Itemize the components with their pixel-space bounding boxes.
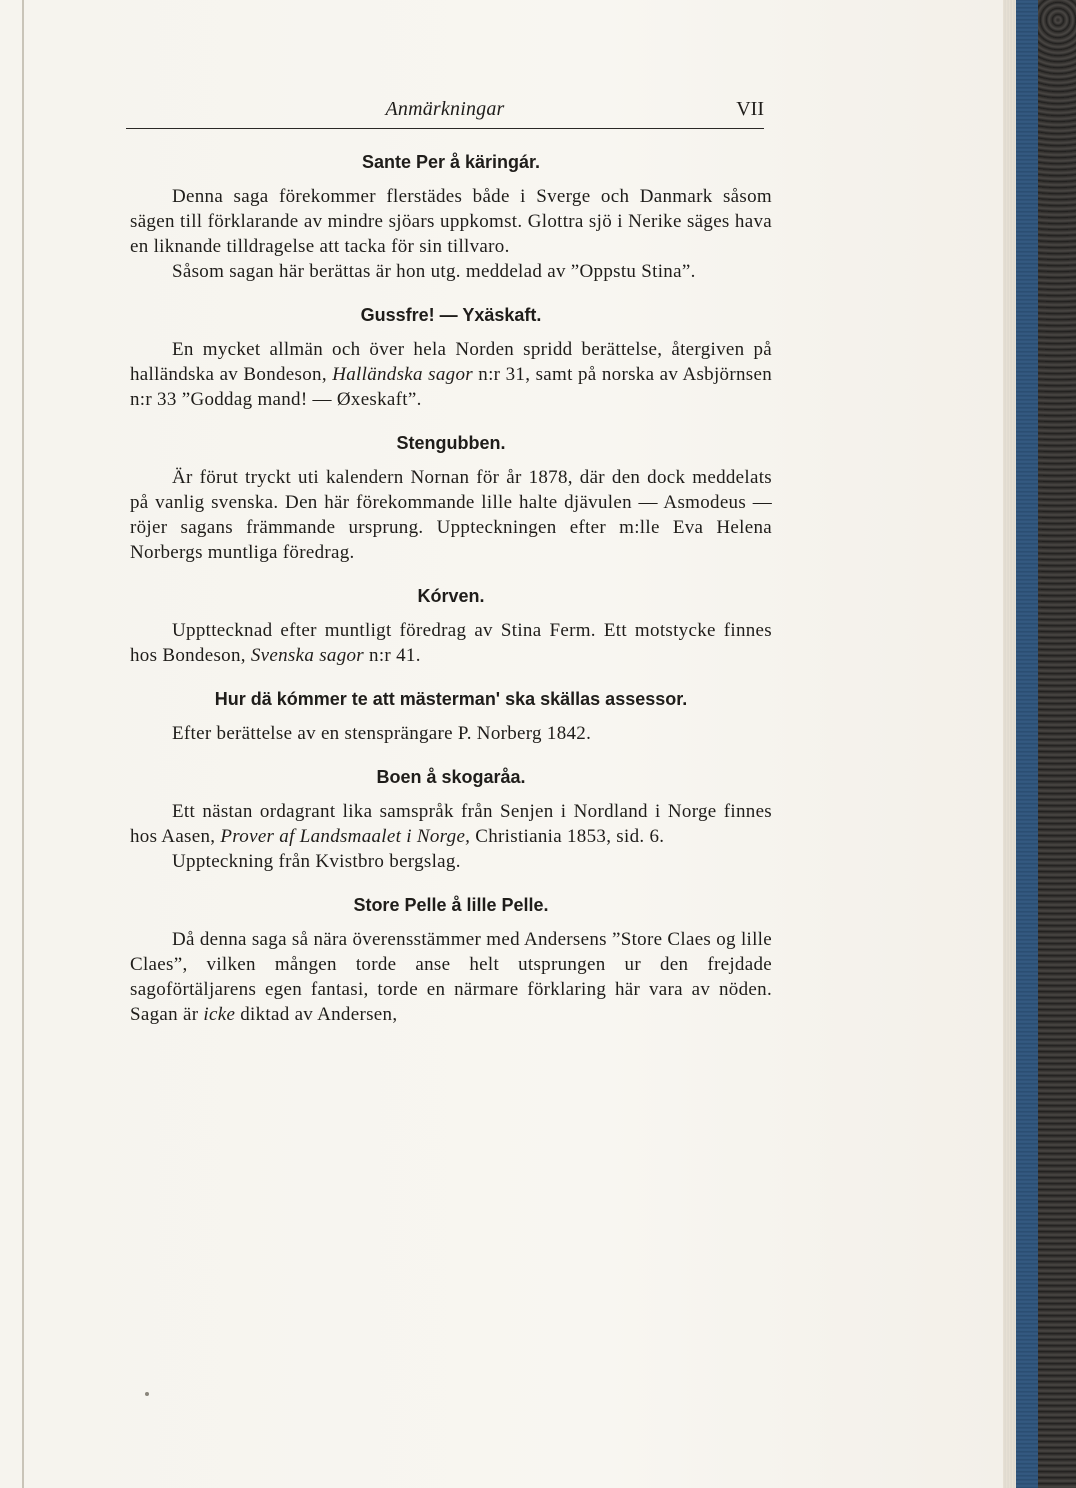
page-edges: [1003, 0, 1016, 1488]
paper-speck: [145, 1392, 149, 1396]
section-heading: Boen å skogaråa.: [376, 767, 526, 787]
paragraph: Är förut tryckt uti kalendern Nornan för år 1878, där den dock meddelats på vanlig svenska. Den här förekommande lille halte djävulen — Asmodeus — röjer sagans främmande ursprung. Uppteckningen efter m:lle Eva Helena Norbergs muntliga föredrag.: [130, 467, 772, 563]
section-heading: Kórven.: [417, 586, 485, 606]
paragraph: Såsom sagan här berättas är hon utg. meddelad av ”Oppstu Stina”.: [172, 261, 696, 282]
italic-title: Svenska sagor: [250, 645, 364, 666]
gutter-shadow: [22, 0, 24, 1488]
page-body: [130, 150, 772, 1027]
page-number: VII: [736, 98, 764, 120]
book-cover-edge: [1016, 0, 1038, 1488]
italic-title: Prover af Landsmaalet i Norge,: [220, 826, 471, 847]
section-heading: Store Pelle å lille Pelle.: [353, 895, 549, 915]
paragraph: Uppteckning från Kvistbro bergslag.: [172, 851, 461, 872]
section-heading: Gussfre! — Yxäskaft.: [360, 305, 542, 325]
section-heading: Sante Per å käringár.: [361, 152, 541, 172]
italic-word: icke: [203, 1004, 236, 1025]
section-heading: Stengubben.: [396, 433, 506, 453]
running-title: Anmärkningar: [385, 98, 505, 120]
background-surface: [1038, 0, 1076, 1488]
paragraph: Efter berättelse av en stensprängare P. Norberg 1842.: [172, 723, 592, 744]
italic-title: Halländska sagor: [332, 364, 473, 385]
page-header: [126, 96, 764, 129]
section-heading: Hur dä kómmer te att mästerman' ska skällas assessor.: [214, 689, 688, 709]
paragraph: Denna saga förekommer flerstädes både i Sverge och Danmark såsom sägen till förklarande av mindre sjöars uppkomst. Glottra sjö i Nerike säges hava en liknande tilldragelse att tacka för sin tillvaro.: [130, 186, 772, 257]
paragraph: Uppttecknad efter muntligt föredrag av Stina Ferm. Ett motstycke finnes hos Bondeson, Svenska sagor n:r 41.: [130, 620, 772, 666]
paragraph: Då denna saga så nära överensstämmer med Andersens ”Store Claes og lille Claes”, vilken mången torde anse helt utsprungen ur den frejdade sagoförtäljarens egen fantasi, torde en närmare förklaring här vara av nöden. Sagan är icke diktad av Andersen,: [130, 929, 772, 1025]
paragraph: Ett nästan ordagrant lika samspråk från Senjen i Nordland i Norge finnes hos Aasen, Prover af Landsmaalet i Norge, Christiania 1853, sid. 6.: [130, 801, 772, 847]
paragraph: En mycket allmän och över hela Norden spridd berättelse, återgiven på halländska av Bondeson, Halländska sagor n:r 31, samt på norska av Asbjörnsen n:r 33 ”Goddag mand! — Øxeskaft”.: [130, 339, 772, 410]
